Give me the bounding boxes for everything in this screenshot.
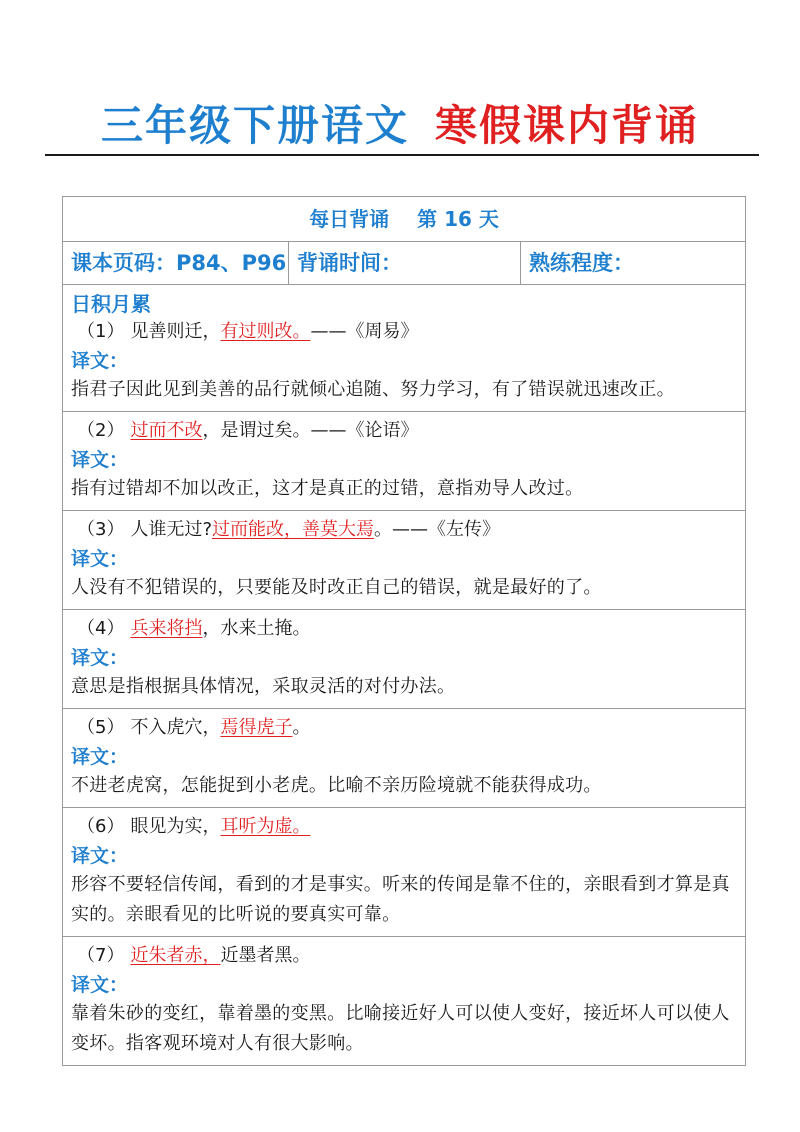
title-grade-subject: 三年级下册语文 <box>100 101 409 150</box>
quote-line <box>71 416 737 446</box>
translation-text: 指君子因此见到美善的品行就倾心追随、努力学习，有了错误就迅速改正。 <box>71 379 675 400</box>
entry-7 <box>63 937 745 1065</box>
entry-6 <box>63 808 745 937</box>
proficiency-field: 熟练程度： <box>529 251 634 275</box>
entry-4 <box>63 610 745 709</box>
quote-post: ——《周易》 <box>310 321 419 342</box>
translation-label: 译文： <box>71 974 129 996</box>
quote-line <box>71 515 737 545</box>
day-header <box>63 197 745 242</box>
quote-line <box>71 614 737 644</box>
entry-3 <box>63 511 745 610</box>
translation-label: 译文： <box>71 449 129 471</box>
title-divider <box>45 154 759 156</box>
quote-post: 近墨者黑。 <box>220 945 311 966</box>
quote-highlight: 兵来将挡 <box>130 618 203 639</box>
translation-label: 译文： <box>71 845 129 867</box>
entry-number: （7） <box>77 945 125 966</box>
translation-text: 不进老虎窝，怎能捉到小老虎。比喻不亲历险境就不能获得成功。 <box>71 775 602 796</box>
translation-text: 意思是指根据具体情况，采取灵活的对付办法。 <box>71 676 456 697</box>
quote-highlight: 耳听为虚。 <box>220 816 311 837</box>
quote-highlight: 近朱者赤， <box>130 945 221 966</box>
quote-line <box>71 812 737 842</box>
textbook-pages: 课本页码：P84、P96 <box>63 242 289 284</box>
day-value: 第 16 天 <box>417 207 499 231</box>
quote-line <box>71 317 737 347</box>
entry-number: （5） <box>77 717 125 738</box>
translation-label: 译文： <box>71 647 129 669</box>
info-row <box>63 242 745 285</box>
section-title: 日积月累 <box>71 292 151 316</box>
quote-highlight: 焉得虎子 <box>220 717 293 738</box>
quote-post: 。——《左传》 <box>374 519 501 540</box>
quote-line <box>71 713 737 743</box>
page-title <box>0 96 800 156</box>
quote-pre: 不入虎穴， <box>130 717 221 738</box>
recitation-sheet <box>62 196 746 1066</box>
entry-number: （2） <box>77 420 125 441</box>
translation-text: 人没有不犯错误的，只要能及时改正自己的错误，就是最好的了。 <box>71 577 602 598</box>
entry-2 <box>63 412 745 511</box>
translation-text: 靠着朱砂的变红，靠着墨的变黑。比喻接近好人可以使人变好，接近坏人可以使人变坏。指客观环境对人有很大影响。 <box>71 1003 730 1054</box>
recite-time-field: 背诵时间： <box>289 242 521 284</box>
entry-number: （4） <box>77 618 125 639</box>
translation-label: 译文： <box>71 548 129 570</box>
quote-highlight: 过而能改，善莫大焉 <box>212 519 375 540</box>
title-holiday-recite: 寒假课内背诵 <box>435 101 700 150</box>
quote-pre: 见善则迁， <box>130 321 221 342</box>
translation-label: 译文： <box>71 746 129 768</box>
entry-number: （3） <box>77 519 125 540</box>
entry-5 <box>63 709 745 808</box>
translation-text: 指有过错却不加以改正，这才是真正的过错，意指劝导人改过。 <box>71 478 584 499</box>
quote-post: ，是谓过矣。——《论语》 <box>202 420 419 441</box>
quote-pre: 人谁无过? <box>130 519 213 540</box>
quote-pre: 眼见为实， <box>130 816 221 837</box>
quote-post: 。 <box>292 717 311 738</box>
translation-label: 译文： <box>71 350 129 372</box>
entry-1 <box>63 317 745 412</box>
entry-number: （6） <box>77 816 125 837</box>
entry-number: （1） <box>77 321 125 342</box>
day-label: 每日背诵 <box>309 207 390 231</box>
quote-highlight: 过而不改 <box>130 420 203 441</box>
quote-line <box>71 941 737 971</box>
quote-highlight: 有过则改。 <box>220 321 311 342</box>
quote-post: ，水来土掩。 <box>202 618 311 639</box>
translation-text: 形容不要轻信传闻，看到的才是事实。听来的传闻是靠不住的，亲眼看到才算是真实的。亲眼看见的比听说的要真实可靠。 <box>71 874 730 925</box>
